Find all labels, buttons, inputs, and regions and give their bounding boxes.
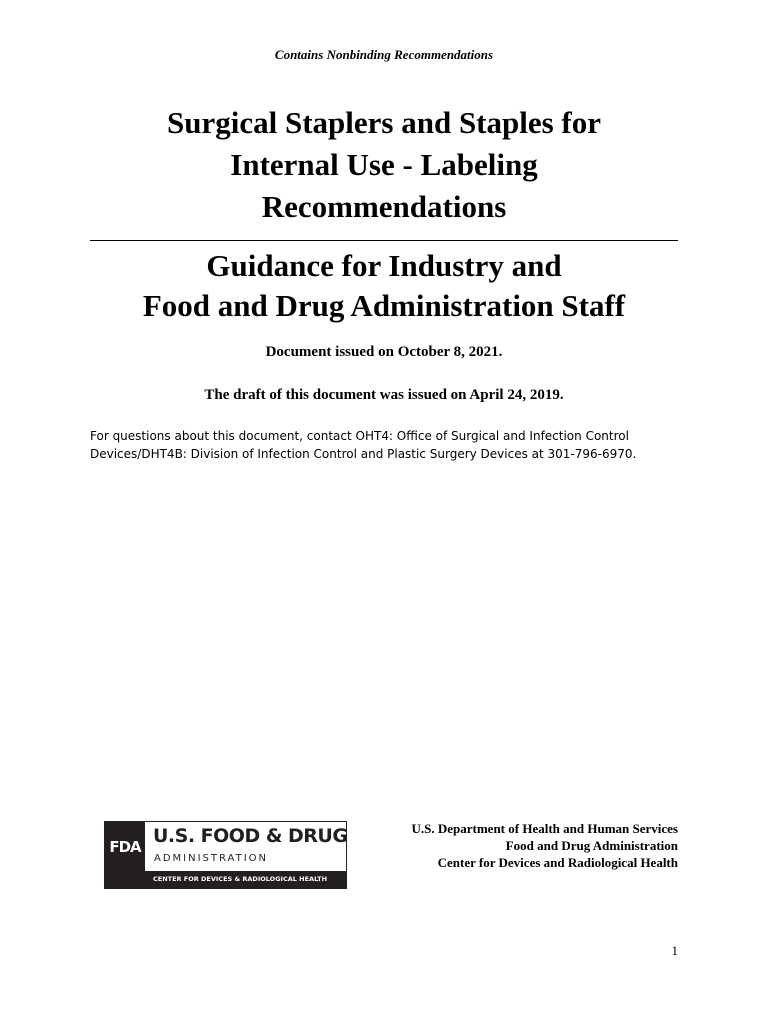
- contact-info-line-2: Devices/DHT4B: Division of Infection Control and Plastic Surgery Devices at 301-796-6970.: [90, 447, 637, 461]
- contact-info: [90, 427, 690, 463]
- fda-logo-administration: ADMINISTRATION: [154, 853, 269, 864]
- document-title-line-2: Internal Use - Labeling: [230, 147, 538, 182]
- agency-block: [412, 820, 679, 871]
- document-subtitle-line-1: Guidance for Industry and: [206, 248, 562, 283]
- page-number: 1: [671, 943, 678, 958]
- document-subtitle-line-2: Food and Drug Administration Staff: [142, 288, 626, 323]
- issued-date: Document issued on October 8, 2021.: [265, 344, 503, 360]
- fda-logo-center-banner: CENTER FOR DEVICES & RADIOLOGICAL HEALTH: [105, 871, 346, 888]
- fda-logo: [104, 821, 347, 889]
- agency-line-1: U.S. Department of Health and Human Services: [411, 821, 678, 836]
- agency-line-2: Food and Drug Administration: [505, 838, 678, 853]
- draft-date: The draft of this document was issued on April 24, 2019.: [204, 387, 564, 403]
- contact-info-line-1: For questions about this document, contact OHT4: Office of Surgical and Infection Control: [90, 429, 629, 443]
- header-note: Contains Nonbinding Recommendations: [274, 47, 494, 62]
- document-title-line-3: Recommendations: [261, 189, 507, 224]
- title-divider: [90, 240, 678, 241]
- document-subtitle: [90, 246, 678, 326]
- fda-mark-icon: FDA: [105, 822, 145, 872]
- agency-line-3: Center for Devices and Radiological Health: [437, 855, 678, 870]
- fda-logo-name: U.S. FOOD & DRUG: [153, 825, 348, 847]
- document-title: [90, 102, 678, 228]
- document-title-line-1: Surgical Staplers and Staples for: [166, 105, 602, 140]
